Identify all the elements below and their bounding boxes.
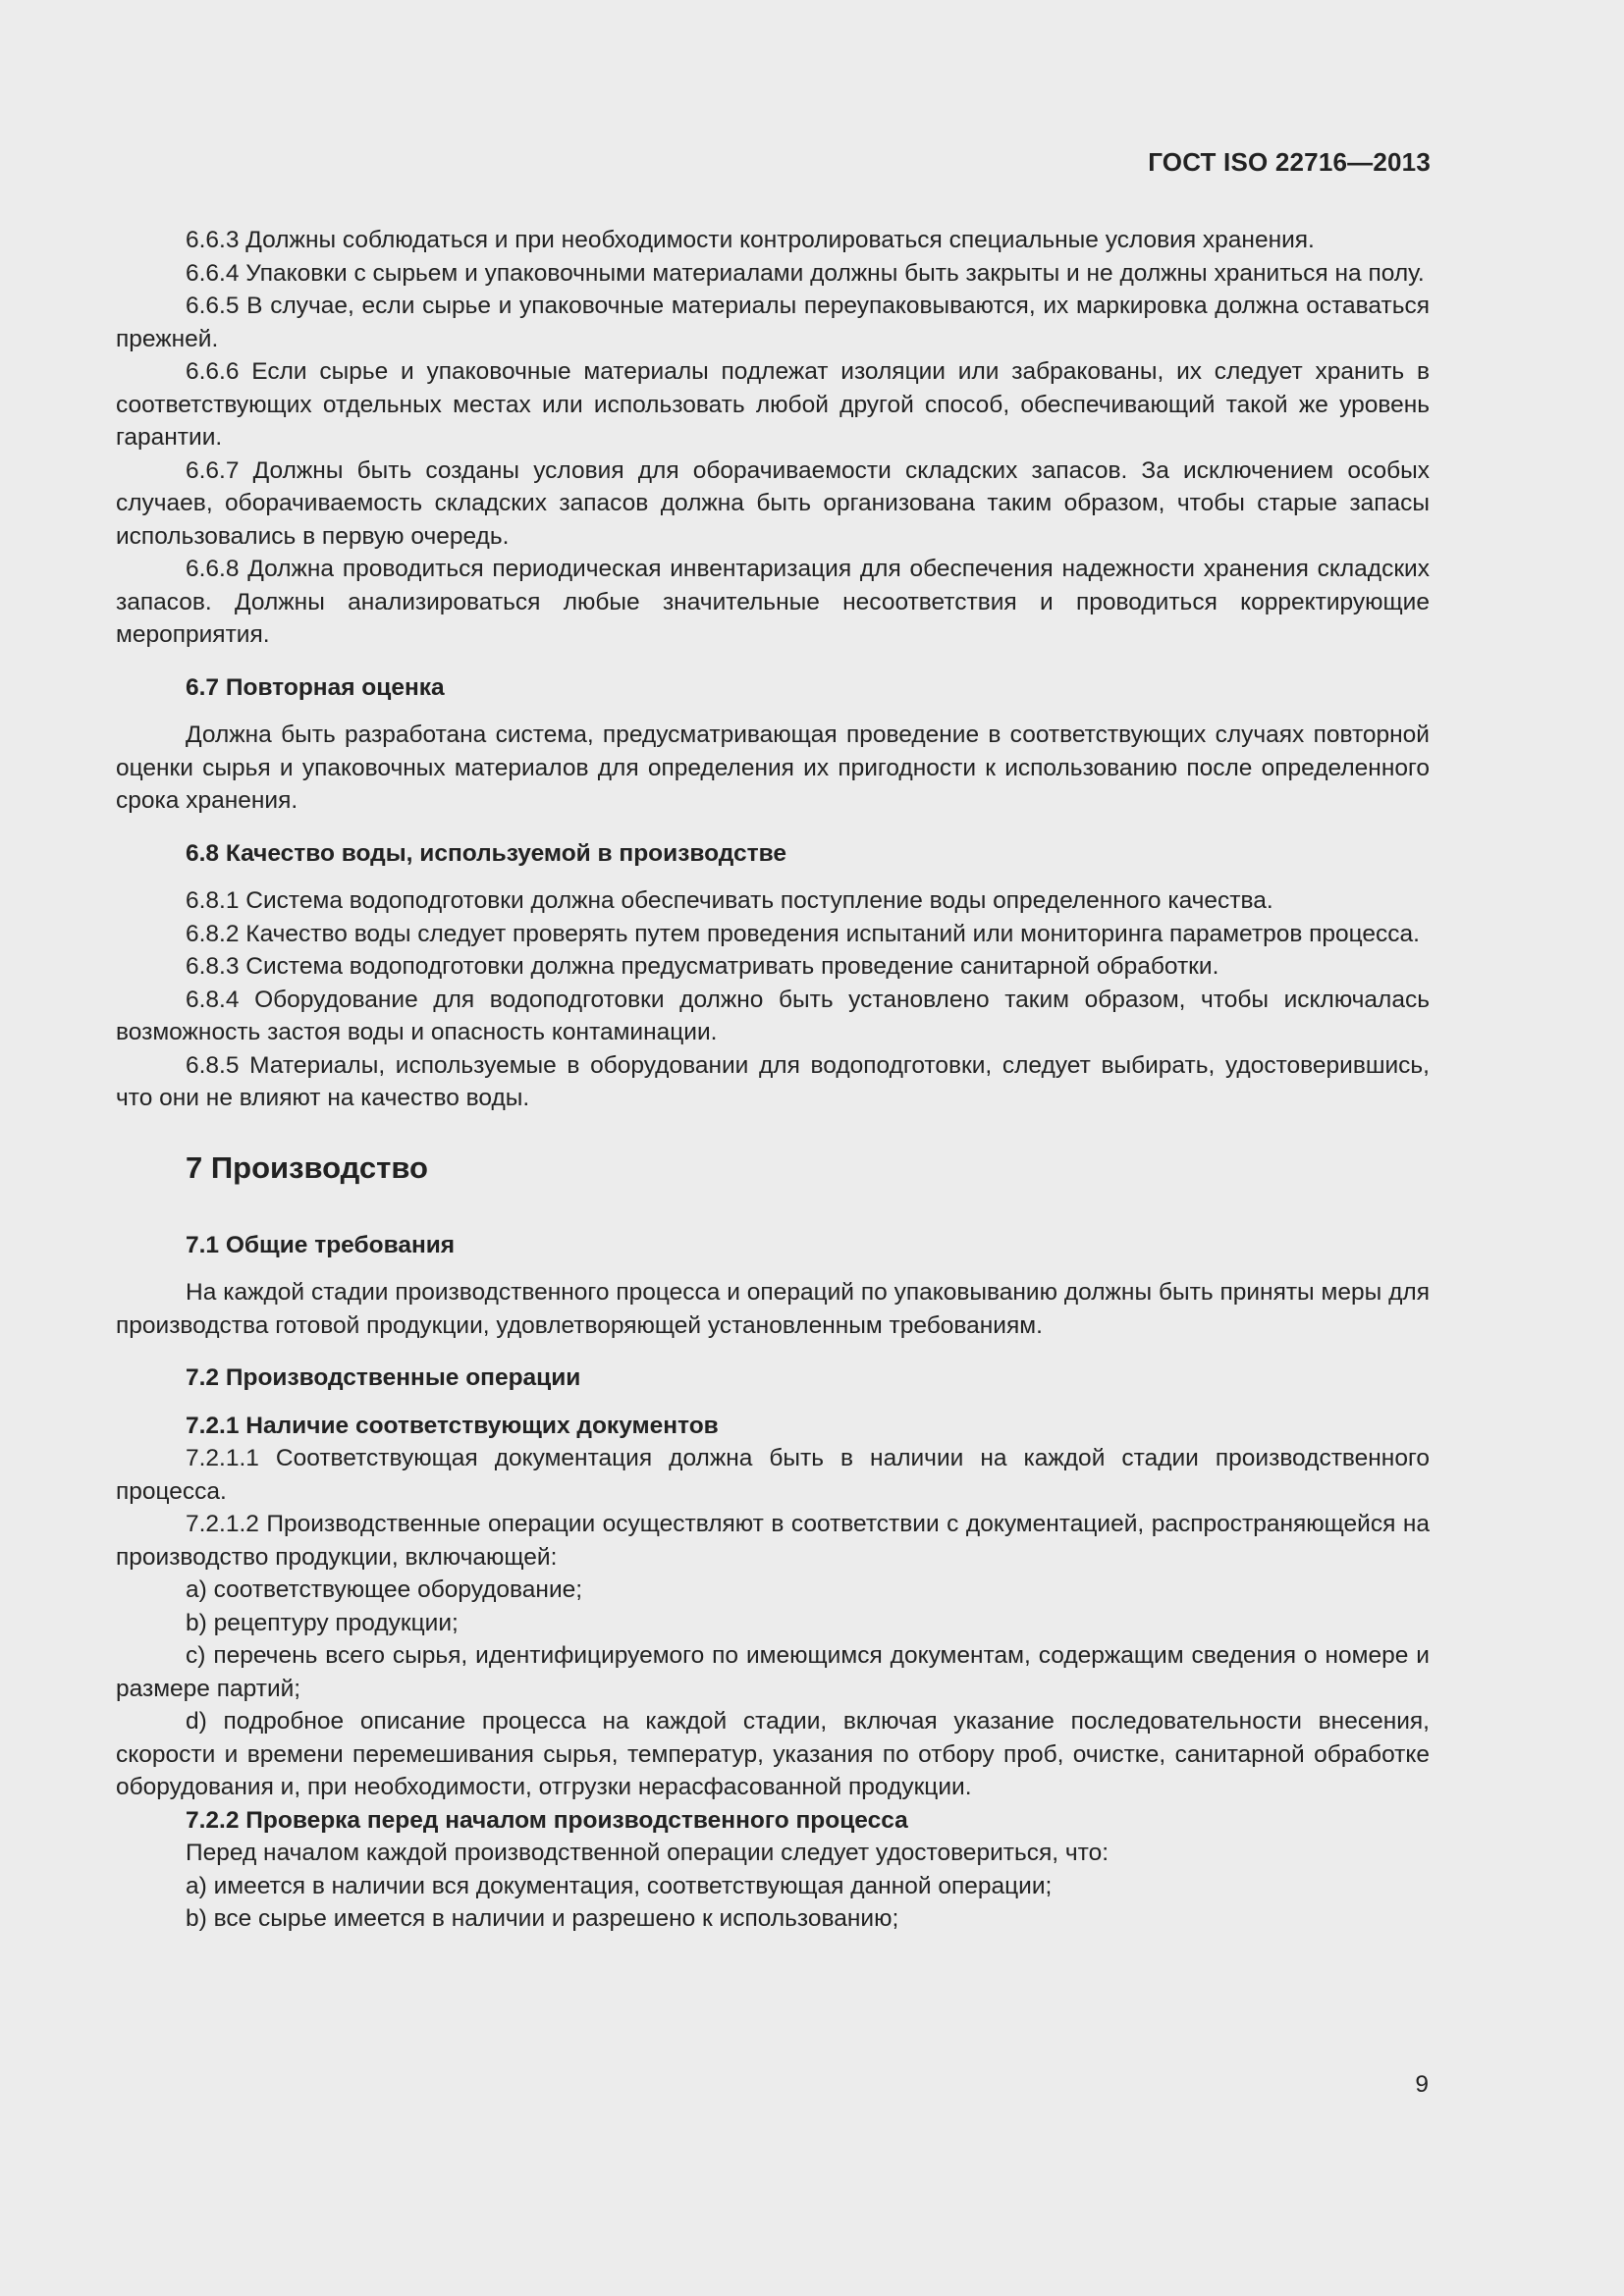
paragraph-7-2-1-2: 7.2.1.2 Производственные операции осуществляют в соответствии с документацией, распространяющейся на производство продукции, включающей:: [116, 1511, 1430, 1571]
heading-7: 7 Производство: [186, 1149, 428, 1185]
paragraph-6-6-4: 6.6.4 Упаковки с сырьем и упаковочными материалами должны быть закрыты и не должны храниться на полу.: [186, 259, 1425, 287]
paragraph-7-2-1-1: 7.2.1.1 Соответствующая документация должна быть в наличии на каждой стадии производственного процесса.: [116, 1445, 1430, 1505]
paragraph-6-6-7: 6.6.7 Должны быть созданы условия для оборачиваемости складских запасов. За исключением особых случаев, оборачиваемость складских запасов должна быть организована таким образом, чтобы старые запасы использовались в первую очередь.: [116, 456, 1430, 550]
paragraph-6-8-4: 6.8.4 Оборудование для водоподготовки должно быть установлено таким образом, чтобы исключалась возможность застоя воды и опасность контаминации.: [116, 986, 1430, 1045]
paragraph-6-6-6: 6.6.6 Если сырье и упаковочные материалы подлежат изоляции или забракованы, их следует хранить в соответствующих отдельных местах или использовать любой другой способ, обеспечивающий такой же уровень гарантии.: [116, 358, 1430, 451]
paragraph-6-6-5: 6.6.5 В случае, если сырье и упаковочные материалы переупаковываются, их маркировка должна оставаться прежней.: [116, 293, 1430, 352]
paragraph-6-8-5: 6.8.5 Материалы, используемые в оборудовании для водоподготовки, следует выбирать, удостоверившись, что они не влияют на качество воды.: [116, 1051, 1430, 1111]
document-code-header: ГОСТ ISO 22716—2013: [1148, 147, 1431, 177]
heading-7-2-2: 7.2.2 Проверка перед началом производственного процесса: [186, 1806, 908, 1834]
heading-6-7: 6.7 Повторная оценка: [186, 673, 445, 701]
list-item-a: a) соответствующее оборудование;: [186, 1576, 583, 1603]
heading-6-8: 6.8 Качество воды, используемой в производстве: [186, 839, 786, 867]
heading-7-2-1: 7.2.1 Наличие соответствующих документов: [186, 1412, 719, 1439]
heading-7-1: 7.1 Общие требования: [186, 1231, 456, 1258]
paragraph-6-6-8: 6.6.8 Должна проводиться периодическая инвентаризация для обеспечения надежности хранения складских запасов. Должны анализироваться любые значительные несоответствия и проводиться корректирующие мероприятия.: [116, 556, 1430, 648]
page-number: 9: [1415, 2071, 1429, 2098]
paragraph-6-8-1: 6.8.1 Система водоподготовки должна обеспечивать поступление воды определенного качества.: [186, 887, 1273, 914]
check-item-b: b) все сырье имеется в наличии и разрешено к использованию;: [186, 1905, 899, 1932]
paragraph-6-7: Должна быть разработана система, предусматривающая проведение в соответствующих случаях повторной оценки сырья и упаковочных материалов для определения их пригодности к использованию после определенного срока хранения.: [116, 721, 1430, 814]
list-item-b: b) рецептуру продукции;: [186, 1609, 459, 1636]
list-item-d: d) подробное описание процесса на каждой стадии, включая указание последовательности внесения, скорости и времени перемешивания сырья, температур, указания по отбору проб, очистке, санитарной обработке оборудования и, при необходимости, отгрузки нерасфасованной продукции.: [116, 1708, 1430, 1800]
paragraph-6-6-3: 6.6.3 Должны соблюдаться и при необходимости контролироваться специальные условия хранения.: [186, 227, 1315, 253]
list-item-c: c) перечень всего сырья, идентифицируемого по имеющимся документам, содержащим сведения о номере и размере партий;: [116, 1642, 1430, 1702]
paragraph-7-2-2-intro: Перед началом каждой производственной операции следует удостовериться, что:: [186, 1840, 1110, 1866]
check-item-a: a) имеется в наличии вся документация, соответствующая данной операции;: [186, 1872, 1053, 1899]
paragraph-6-8-3: 6.8.3 Система водоподготовки должна предусматривать проведение санитарной обработки.: [186, 953, 1219, 980]
paragraph-7-1: На каждой стадии производственного процесса и операций по упаковыванию должны быть приняты меры для производства готовой продукции, удовлетворяющей установленным требованиям.: [116, 1279, 1430, 1339]
paragraph-6-8-2: 6.8.2 Качество воды следует проверять путем проведения испытаний или мониторинга параметров процесса.: [186, 920, 1420, 947]
heading-7-2: 7.2 Производственные операции: [186, 1364, 581, 1391]
page-body: [116, 224, 1430, 1936]
